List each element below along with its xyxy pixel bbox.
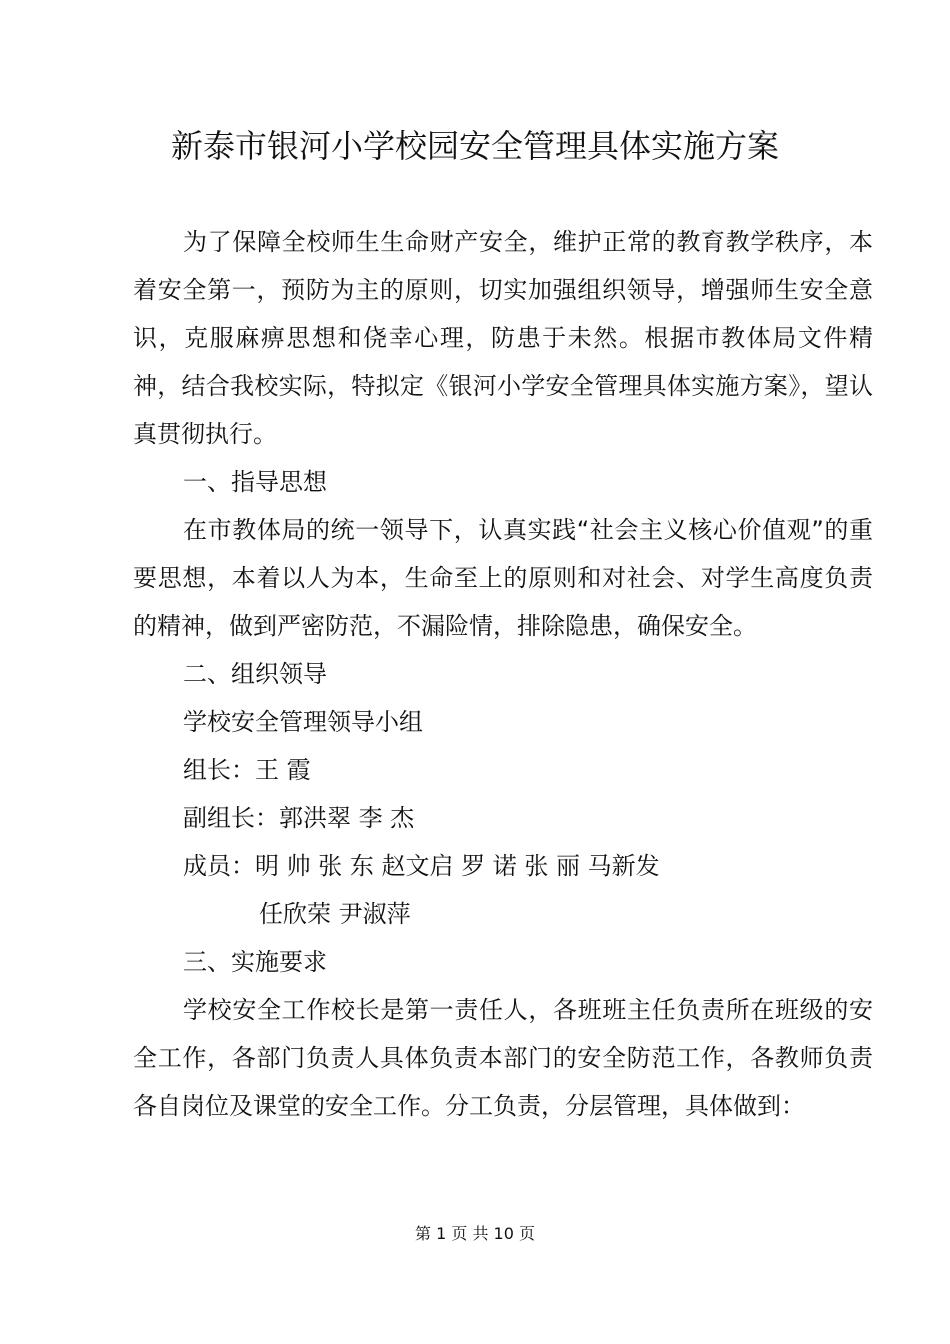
- document-title: 新泰市银河小学校园安全管理具体实施方案: [170, 127, 779, 165]
- intro-paragraph: 为了保障全校师生生命财产安全，维护正常的教育教学秩序，本着安全第一，预防为主的原则，切实加强组织领导，增强师生安全意识，克服麻痹思想和侥幸心理，防患于未然。根据市教体局文件精神，结合我校实际，特拟定《银河小学安全管理具体实施方案》，望认真贯彻执行。: [133, 228, 873, 448]
- document-body: [133, 218, 873, 1130]
- leadership-group-title: 学校安全管理领导小组: [183, 708, 423, 736]
- section-2-heading: 二、组织领导: [183, 660, 327, 688]
- group-leader: 组长：王 霞: [183, 756, 311, 784]
- section-3-text: 学校安全工作校长是第一责任人，各班班主任负责所在班级的安全工作，各部门负责人具体负责本部门的安全防范工作，各教师负责各自岗位及课堂的安全工作。分工负责，分层管理，具体做到：: [133, 996, 873, 1120]
- deputy-leader: 副组长：郭洪翠 李 杰: [183, 804, 415, 832]
- members-line-1: 成员：明 帅 张 东 赵文启 罗 诺 张 丽 马新发: [183, 852, 660, 880]
- section-1-text: 在市教体局的统一领导下，认真实践“社会主义核心价值观”的重要思想，本着以人为本，生命至上的原则和对社会、对学生高度负责的精神，做到严密防范，不漏险情，排除隐患，确保安全。: [133, 516, 873, 640]
- members-line-2: 任欣荣 尹淑萍: [259, 900, 411, 928]
- section-1-heading: 一、指导思想: [183, 468, 327, 496]
- page-number-footer: 第 1 页 共 10 页: [415, 1224, 535, 1243]
- section-3-heading: 三、实施要求: [183, 948, 327, 976]
